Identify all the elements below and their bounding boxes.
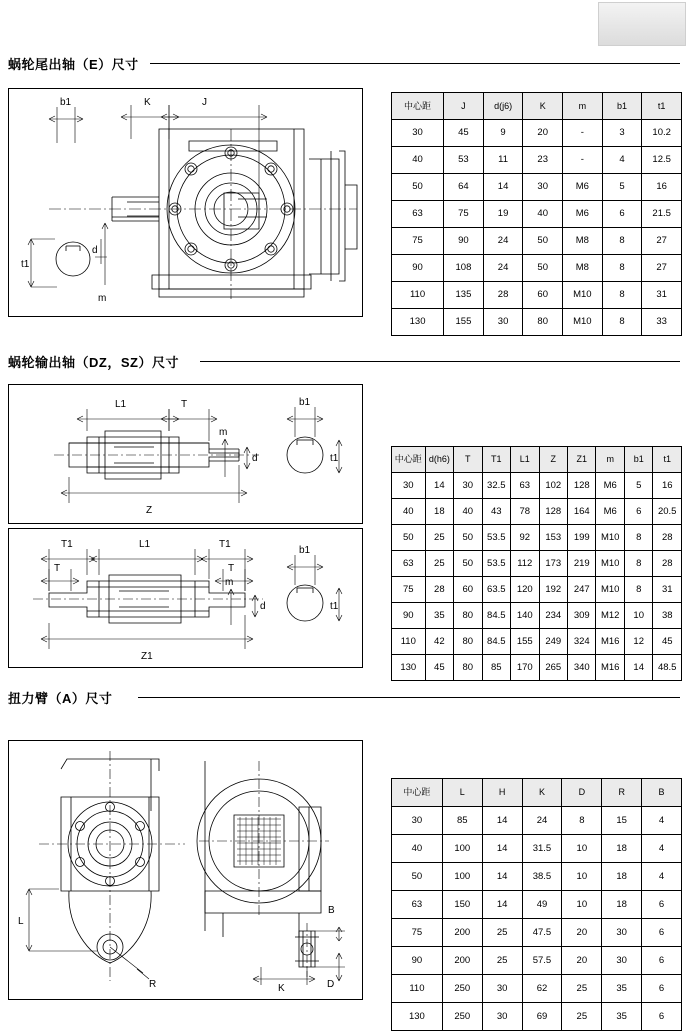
cell: 4 <box>642 863 682 891</box>
cell: 50 <box>392 174 444 201</box>
cell: 20 <box>562 947 602 975</box>
cell: 130 <box>392 309 444 336</box>
table-row <box>392 174 682 201</box>
cell: M10 <box>563 282 603 309</box>
cell: 45 <box>425 655 453 681</box>
th-t1b: t1 <box>653 447 682 473</box>
cell: 35 <box>425 603 453 629</box>
cell: 130 <box>392 1003 443 1031</box>
cell: 90 <box>392 255 444 282</box>
cell: 8 <box>624 525 652 551</box>
cell: 31 <box>653 577 682 603</box>
table-row <box>392 603 682 629</box>
cell: 15 <box>602 807 642 835</box>
table-row <box>392 255 682 282</box>
cell: 90 <box>444 228 484 255</box>
cell: 249 <box>539 629 567 655</box>
section-title-tail-output-shaft: 蜗轮尾出轴（E）尺寸 <box>8 57 139 72</box>
th-b: B <box>642 779 682 807</box>
cell: 30 <box>392 120 444 147</box>
th-l1: L1 <box>511 447 539 473</box>
cell: 75 <box>392 228 444 255</box>
cell: 10 <box>562 863 602 891</box>
cell: M10 <box>563 309 603 336</box>
cell: 155 <box>511 629 539 655</box>
cell: 50 <box>454 551 482 577</box>
table-row <box>392 499 682 525</box>
th-r: R <box>602 779 642 807</box>
cell: 6 <box>624 499 652 525</box>
cell: 23 <box>523 147 563 174</box>
cell: 10.2 <box>642 120 682 147</box>
cell: 8 <box>624 577 652 603</box>
cell: 16 <box>642 174 682 201</box>
cell: 8 <box>602 228 642 255</box>
cell: M10 <box>596 525 624 551</box>
th-t: T <box>454 447 482 473</box>
section-title-output-shaft: 蜗轮输出轴（DZ，SZ）尺寸 <box>8 355 179 370</box>
cell: 4 <box>642 835 682 863</box>
cell: 200 <box>442 947 482 975</box>
cell: M6 <box>596 473 624 499</box>
th-t1: t1 <box>642 93 682 120</box>
svg-text:Z: Z <box>146 505 153 516</box>
table-header-row <box>392 93 682 120</box>
cell: 63 <box>511 473 539 499</box>
table-header-row <box>392 447 682 473</box>
cell: 75 <box>392 919 443 947</box>
cell: 28 <box>653 525 682 551</box>
cell: 10 <box>562 835 602 863</box>
cell: 153 <box>539 525 567 551</box>
cell: 309 <box>568 603 596 629</box>
cell: 128 <box>539 499 567 525</box>
cell: 57.5 <box>522 947 562 975</box>
cell: 27 <box>642 228 682 255</box>
table-header-row <box>392 779 682 807</box>
logo-background <box>598 2 686 46</box>
cell: 199 <box>568 525 596 551</box>
cell: 35 <box>602 975 642 1003</box>
cell: 110 <box>392 629 426 655</box>
th-k: K <box>523 93 563 120</box>
cell: 14 <box>483 174 523 201</box>
cell: 100 <box>442 863 482 891</box>
svg-text:J: J <box>202 97 207 108</box>
cell: 30 <box>483 309 523 336</box>
svg-text:m: m <box>98 293 107 304</box>
cell: 49 <box>522 891 562 919</box>
cell: 50 <box>392 863 443 891</box>
figure-torque-arm <box>8 740 363 1000</box>
cell: 6 <box>642 891 682 919</box>
cell: 10 <box>562 891 602 919</box>
cell: 85 <box>482 655 510 681</box>
cell: 10 <box>624 603 652 629</box>
cell: 247 <box>568 577 596 603</box>
cell: 5 <box>624 473 652 499</box>
cell: 219 <box>568 551 596 577</box>
svg-text:T: T <box>54 563 61 574</box>
cell: 60 <box>523 282 563 309</box>
cell: 6 <box>602 201 642 228</box>
cell: 19 <box>483 201 523 228</box>
svg-text:m: m <box>219 427 228 438</box>
table-torque-arm <box>391 778 682 1031</box>
svg-text:b1: b1 <box>60 97 72 108</box>
cell: 24 <box>483 228 523 255</box>
cell: 25 <box>482 919 522 947</box>
cell: 45 <box>653 629 682 655</box>
cell: 6 <box>642 1003 682 1031</box>
cell: 20 <box>523 120 563 147</box>
table-row <box>392 120 682 147</box>
table-row <box>392 147 682 174</box>
cell: 27 <box>642 255 682 282</box>
th-z1: Z1 <box>568 447 596 473</box>
cell: 340 <box>568 655 596 681</box>
cell: 30 <box>454 473 482 499</box>
output-shaft-double-drawing <box>9 529 360 665</box>
cell: 25 <box>425 525 453 551</box>
cell: 4 <box>642 807 682 835</box>
table-row <box>392 525 682 551</box>
table-row <box>392 282 682 309</box>
th-j: J <box>444 93 484 120</box>
svg-text:K: K <box>278 983 285 994</box>
svg-text:T1: T1 <box>219 539 231 550</box>
cell: 75 <box>392 577 426 603</box>
svg-text:R: R <box>149 979 157 990</box>
table-row <box>392 835 682 863</box>
figure-output-shaft-double <box>8 528 363 668</box>
cell: 3 <box>602 120 642 147</box>
cell: 45 <box>444 120 484 147</box>
cell: - <box>563 120 603 147</box>
table-row <box>392 863 682 891</box>
cell: M8 <box>563 228 603 255</box>
cell: 20.5 <box>653 499 682 525</box>
cell: 85 <box>442 807 482 835</box>
svg-text:L1: L1 <box>115 399 127 410</box>
cell: 130 <box>392 655 426 681</box>
table-row <box>392 201 682 228</box>
cell: 40 <box>392 499 426 525</box>
svg-text:B: B <box>328 905 335 916</box>
th-b1: b1 <box>624 447 652 473</box>
cell: 32.5 <box>482 473 510 499</box>
svg-text:K: K <box>144 97 151 108</box>
svg-text:T: T <box>181 399 188 410</box>
table-row <box>392 919 682 947</box>
cell: 192 <box>539 577 567 603</box>
cell: 234 <box>539 603 567 629</box>
table-row <box>392 577 682 603</box>
svg-text:L: L <box>18 916 24 927</box>
cell: 18 <box>425 499 453 525</box>
cell: 64 <box>444 174 484 201</box>
svg-text:d: d <box>252 453 258 464</box>
th-d: d(h6) <box>425 447 453 473</box>
cell: 4 <box>602 147 642 174</box>
svg-text:T1: T1 <box>61 539 73 550</box>
cell: 20 <box>562 919 602 947</box>
cell: 43 <box>482 499 510 525</box>
cell: 25 <box>482 947 522 975</box>
cell: 63.5 <box>482 577 510 603</box>
cell: 120 <box>511 577 539 603</box>
cell: 80 <box>454 629 482 655</box>
tail-output-shaft-drawing <box>9 89 360 314</box>
svg-text:t1: t1 <box>330 453 339 464</box>
th-t1: T1 <box>482 447 510 473</box>
table-row <box>392 655 682 681</box>
cell: 112 <box>511 551 539 577</box>
table-row <box>392 228 682 255</box>
svg-text:Z1: Z1 <box>141 651 153 662</box>
cell: 50 <box>392 525 426 551</box>
cell: M6 <box>563 174 603 201</box>
svg-text:t1: t1 <box>330 601 339 612</box>
torque-arm-drawing <box>9 741 360 997</box>
cell: 18 <box>602 891 642 919</box>
table-row <box>392 309 682 336</box>
section-rule-1 <box>150 63 680 64</box>
cell: 69 <box>522 1003 562 1031</box>
cell: M6 <box>563 201 603 228</box>
cell: 30 <box>482 975 522 1003</box>
svg-text:b1: b1 <box>299 397 311 408</box>
svg-text:T: T <box>228 563 235 574</box>
cell: 62 <box>522 975 562 1003</box>
cell: 78 <box>511 499 539 525</box>
cell: 30 <box>523 174 563 201</box>
svg-text:D: D <box>327 979 335 990</box>
cell: 100 <box>442 835 482 863</box>
cell: 140 <box>511 603 539 629</box>
table-tail-output-shaft <box>391 92 682 336</box>
cell: 14 <box>624 655 652 681</box>
cell: M12 <box>596 603 624 629</box>
cell: 30 <box>392 807 443 835</box>
cell: 108 <box>444 255 484 282</box>
cell: 6 <box>642 947 682 975</box>
cell: 90 <box>392 603 426 629</box>
cell: 63 <box>392 891 443 919</box>
th-h: H <box>482 779 522 807</box>
output-shaft-single-drawing <box>9 385 360 521</box>
svg-text:d: d <box>92 245 98 256</box>
cell: M16 <box>596 655 624 681</box>
svg-text:d: d <box>260 601 266 612</box>
cell: M10 <box>596 551 624 577</box>
cell: 110 <box>392 282 444 309</box>
cell: M6 <box>596 499 624 525</box>
cell: 92 <box>511 525 539 551</box>
cell: M10 <box>596 577 624 603</box>
cell: 265 <box>539 655 567 681</box>
th-m: m <box>596 447 624 473</box>
cell: 28 <box>483 282 523 309</box>
cell: 135 <box>444 282 484 309</box>
cell: 33 <box>642 309 682 336</box>
cell: 24 <box>483 255 523 282</box>
cell: 38 <box>653 603 682 629</box>
cell: 30 <box>392 473 426 499</box>
th-z: Z <box>539 447 567 473</box>
cell: 75 <box>444 201 484 228</box>
cell: 8 <box>602 255 642 282</box>
cell: 250 <box>442 1003 482 1031</box>
cell: M16 <box>596 629 624 655</box>
cell: 14 <box>482 807 522 835</box>
th-d: d(j6) <box>483 93 523 120</box>
cell: 8 <box>562 807 602 835</box>
th-center-distance: 中心距 <box>392 779 443 807</box>
cell: 31.5 <box>522 835 562 863</box>
cell: 14 <box>482 835 522 863</box>
cell: 50 <box>454 525 482 551</box>
cell: 164 <box>568 499 596 525</box>
cell: 8 <box>602 282 642 309</box>
cell: M8 <box>563 255 603 282</box>
cell: 14 <box>482 891 522 919</box>
product-logo <box>598 2 686 46</box>
cell: 47.5 <box>522 919 562 947</box>
table-row <box>392 975 682 1003</box>
cell: 14 <box>425 473 453 499</box>
th-l: L <box>442 779 482 807</box>
th-center-distance: 中心距 <box>392 447 426 473</box>
th-d: D <box>562 779 602 807</box>
section-title-torque-arm: 扭力臂（A）尺寸 <box>8 691 113 706</box>
th-center-distance: 中心距 <box>392 93 444 120</box>
cell: 18 <box>602 863 642 891</box>
cell: 40 <box>392 147 444 174</box>
cell: 63 <box>392 551 426 577</box>
cell: 170 <box>511 655 539 681</box>
figure-tail-output-shaft <box>8 88 363 317</box>
cell: 84.5 <box>482 603 510 629</box>
svg-text:L1: L1 <box>139 539 151 550</box>
table-row <box>392 629 682 655</box>
cell: 84.5 <box>482 629 510 655</box>
cell: 200 <box>442 919 482 947</box>
section-rule-3 <box>138 697 680 698</box>
cell: 30 <box>602 919 642 947</box>
cell: 8 <box>624 551 652 577</box>
cell: 53.5 <box>482 525 510 551</box>
cell: 25 <box>562 1003 602 1031</box>
cell: 12.5 <box>642 147 682 174</box>
cell: 50 <box>523 255 563 282</box>
cell: 30 <box>482 1003 522 1031</box>
cell: 40 <box>392 835 443 863</box>
svg-text:t1: t1 <box>21 259 30 270</box>
cell: 40 <box>523 201 563 228</box>
table-row <box>392 891 682 919</box>
table-row <box>392 473 682 499</box>
cell: 9 <box>483 120 523 147</box>
svg-text:b1: b1 <box>299 545 311 556</box>
cell: 25 <box>562 975 602 1003</box>
cell: 5 <box>602 174 642 201</box>
figure-output-shaft-single <box>8 384 363 524</box>
cell: 31 <box>642 282 682 309</box>
cell: 11 <box>483 147 523 174</box>
cell: 18 <box>602 835 642 863</box>
th-k: K <box>522 779 562 807</box>
cell: 35 <box>602 1003 642 1031</box>
cell: 14 <box>482 863 522 891</box>
cell: 6 <box>642 975 682 1003</box>
cell: 40 <box>454 499 482 525</box>
cell: 250 <box>442 975 482 1003</box>
cell: 25 <box>425 551 453 577</box>
cell: - <box>563 147 603 174</box>
table-row <box>392 807 682 835</box>
cell: 16 <box>653 473 682 499</box>
table-output-shaft <box>391 446 682 681</box>
cell: 53 <box>444 147 484 174</box>
cell: 155 <box>444 309 484 336</box>
cell: 63 <box>392 201 444 228</box>
cell: 38.5 <box>522 863 562 891</box>
cell: 173 <box>539 551 567 577</box>
cell: 12 <box>624 629 652 655</box>
th-m: m <box>563 93 603 120</box>
cell: 128 <box>568 473 596 499</box>
cell: 21.5 <box>642 201 682 228</box>
cell: 30 <box>602 947 642 975</box>
cell: 8 <box>602 309 642 336</box>
table-row <box>392 947 682 975</box>
cell: 80 <box>454 603 482 629</box>
cell: 110 <box>392 975 443 1003</box>
cell: 42 <box>425 629 453 655</box>
cell: 102 <box>539 473 567 499</box>
cell: 60 <box>454 577 482 603</box>
cell: 324 <box>568 629 596 655</box>
cell: 80 <box>454 655 482 681</box>
cell: 28 <box>653 551 682 577</box>
cell: 90 <box>392 947 443 975</box>
table-row <box>392 551 682 577</box>
cell: 48.5 <box>653 655 682 681</box>
svg-text:m: m <box>225 577 234 588</box>
th-b1: b1 <box>602 93 642 120</box>
cell: 80 <box>523 309 563 336</box>
cell: 50 <box>523 228 563 255</box>
cell: 53.5 <box>482 551 510 577</box>
section-rule-2 <box>200 361 680 362</box>
cell: 24 <box>522 807 562 835</box>
cell: 6 <box>642 919 682 947</box>
cell: 28 <box>425 577 453 603</box>
cell: 150 <box>442 891 482 919</box>
